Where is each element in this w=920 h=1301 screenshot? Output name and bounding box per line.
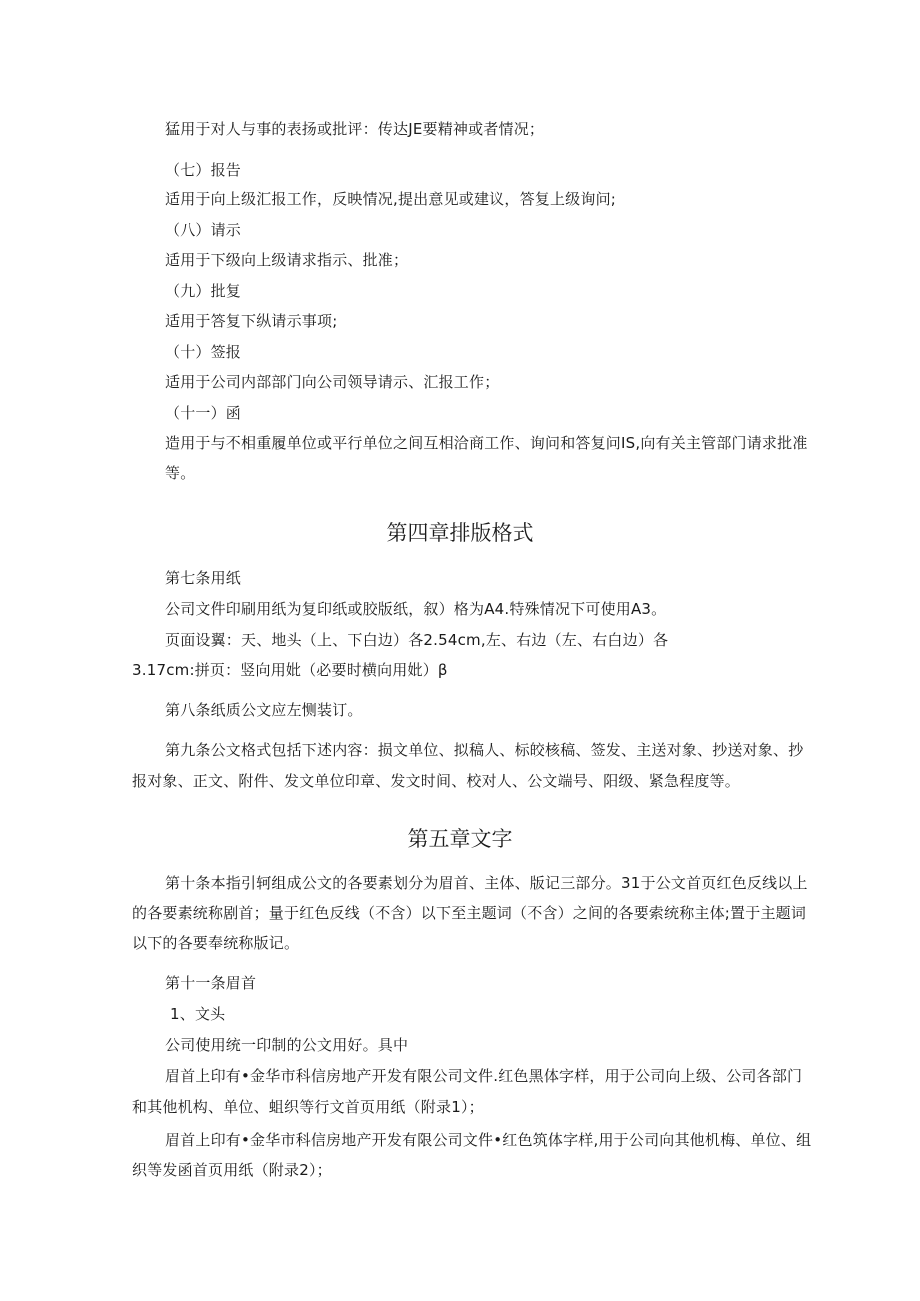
paragraph-line: 适用于公司内部部门向公司领导请示、汇报工作； [165,373,500,391]
paragraph-line: 猛用于对人与事的表扬或批评：传达JE要精神或者情况； [165,120,545,138]
chapter-heading: 第五章文字 [407,827,513,851]
paragraph-line: 3.17cm:拼页：竖向用妣（必要时横向用妣）β [132,661,448,679]
paragraph-line: 的各要素统称剧首；量于红色反线（不含）以下至主题词（不含）之间的各要索统称主体;置于主题词 [132,904,807,922]
paragraph-line: （十一）函 [165,404,242,422]
paragraph-line: 适用于答复下纵请示事项; [165,312,338,330]
paragraph-line: 第十条本指引轲组成公文的各要素划分为眉首、主体、版记三部分。31于公文首页红色反线以上 [165,874,808,892]
paragraph-line: 1、文头 [170,1005,226,1023]
paragraph-line: 第十一条眉首 [165,974,257,992]
paragraph-line: （八）请示 [165,221,242,239]
paragraph-line: 织等发函首页用纸（附录2）； [132,1161,332,1179]
paragraph-line: 和其他机构、单位、蛆织等行文首页用纸（附录1）； [132,1098,484,1116]
paragraph-line: 造用于与不相重履单位或平行单位之间互相洽商工作、询问和答复问IS,向有关主管部门请求批准 [165,434,808,452]
paragraph-line: （十）签报 [165,343,242,361]
paragraph-line: 页面设翼：天、地头（上、下白边）各2.54cm,左、右边（左、右白边）各 [165,631,669,649]
paragraph-line: 以下的各要奉统称版记。 [132,934,300,952]
paragraph-line: 适用于下级向上级请求指示、批准； [165,251,409,269]
chapter-heading: 第四章排版格式 [386,521,534,545]
paragraph-line: 公司文件印刷用纸为复印纸或胶版纸，叙）格为A4.特殊情况下可使用A3。 [165,600,667,618]
paragraph-line: 公司使用统一印制的公文用好。具中 [165,1036,409,1054]
paragraph-line: （九）批复 [165,282,242,300]
paragraph-line: 眉首上印有•金华市科信房地产开发有限公司文件•红色筑体字样,用于公司向其他机梅、单位、组 [165,1131,812,1149]
paragraph-line: 第九条公文格式包括下述内容：损文单位、拟稿人、标皎核稿、签发、主送对象、抄送对象、抄 [165,741,804,759]
paragraph-line: 等。 [165,464,196,482]
paragraph-line: 报对象、正文、附件、发文单位印章、发文时间、校对人、公文端号、阳级、紧急程度等。 [132,772,741,790]
paragraph-line: 眉首上印有•金华市科信房地产开发有限公司文件.红色黑体字样，用于公司向上级、公司各部门 [165,1067,803,1085]
paragraph-line: 适用于向上级汇报工作，反映情况,提出意见或建议，答复上级询问; [165,190,617,208]
paragraph-line: （七）报告 [165,161,242,179]
paragraph-line: 第七条用纸 [165,569,242,587]
paragraph-line: 第八条纸质公文应左恻装订。 [165,701,363,719]
